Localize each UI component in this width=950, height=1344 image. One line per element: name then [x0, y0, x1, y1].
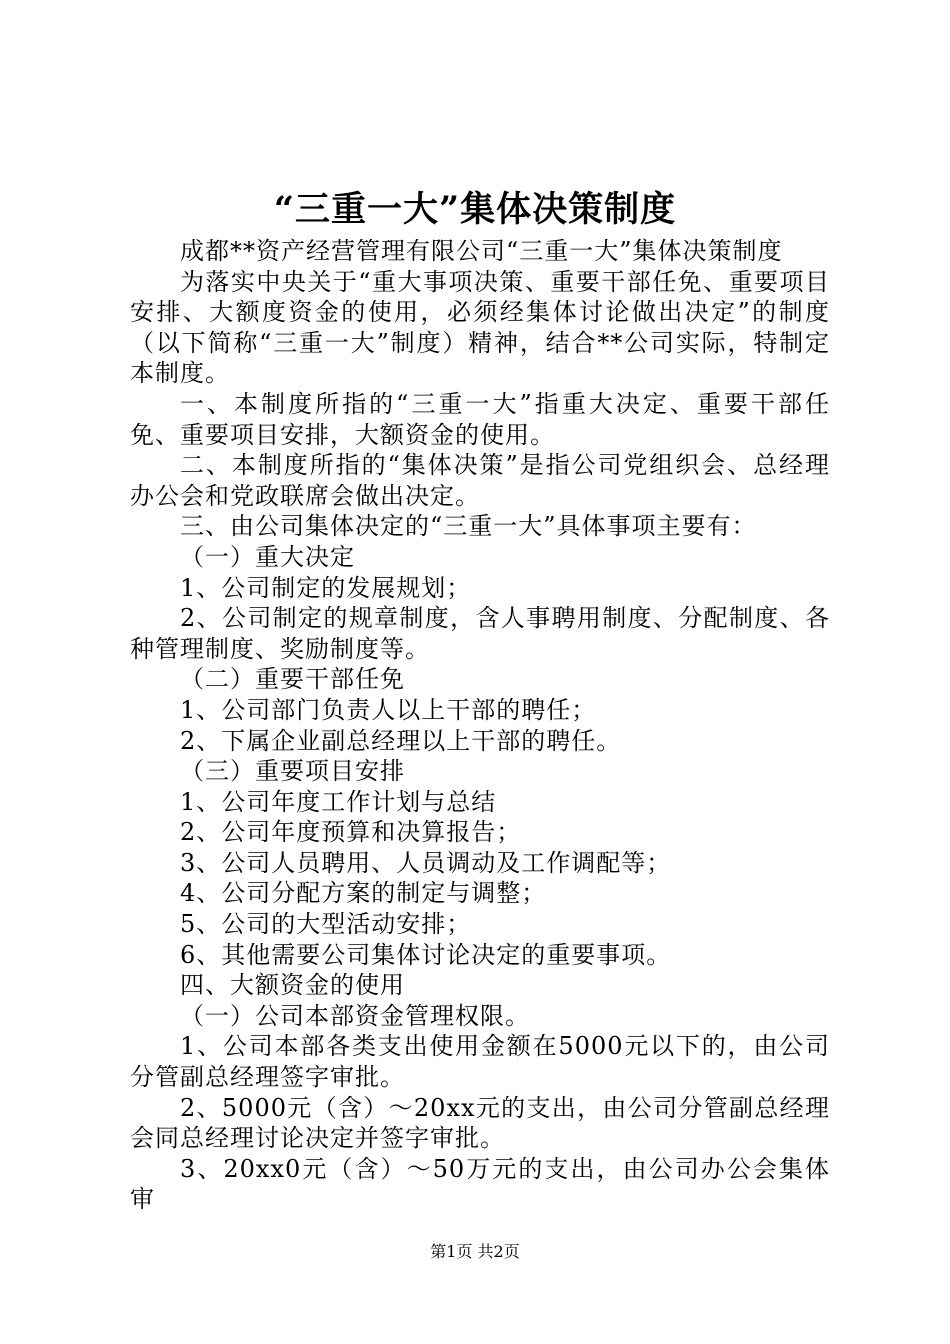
document-body: [130, 236, 830, 1215]
list-item: 2、公司制定的规章制度，含人事聘用制度、分配制度、各种管理制度、奖励制度等。: [130, 604, 830, 663]
paragraph-subsection-2: （二）重要干部任免: [180, 665, 405, 694]
list-item: 1、公司本部各类支出使用金额在5000元以下的，由公司分管副总经理签字审批。: [130, 1032, 830, 1092]
page-footer: 第1页 共2页: [430, 1242, 520, 1261]
document-title: “三重一大”集体决策制度: [273, 189, 677, 230]
list-item: 1、公司部门负责人以上干部的聘任；: [180, 695, 597, 724]
paragraph-subsection-3: （三）重要项目安排: [180, 757, 405, 786]
paragraph-subtitle: 成都**资产经营管理有限公司“三重一大”集体决策制度: [180, 237, 783, 265]
list-item: 2、5000元（含）～20xx元的支出，由公司分管副总经理会同总经理讨论决定并签字审批。: [130, 1093, 830, 1153]
list-item: 3、公司人员聘用、人员调动及工作调配等；: [180, 848, 672, 877]
paragraph-intro: 为落实中央关于“重大事项决策、重要干部任免、重要项目安排、大额度资金的使用，必须经集体讨论做出决定”的制度（以下简称“三重一大”制度）精神，结合**公司实际，特制定本制度。: [130, 267, 830, 388]
list-item: 3、20xx0元（含）～50万元的支出，由公司办公会集体审: [130, 1154, 830, 1214]
list-item: 1、公司制定的发展规划；: [180, 573, 472, 602]
list-item: 2、下属企业副总经理以上干部的聘任。: [180, 726, 622, 755]
paragraph-subsection-1: （一）重大决定: [180, 542, 355, 571]
list-item: 2、公司年度预算和决算报告；: [180, 818, 522, 847]
list-item: 5、公司的大型活动安排；: [180, 910, 472, 939]
list-item: 6、其他需要公司集体讨论决定的重要事项。: [180, 940, 672, 969]
paragraph-subsection-4-1: （一）公司本部资金管理权限。: [180, 1001, 530, 1030]
paragraph-section-1: 一、本制度所指的“三重一大”指重大决定、重要干部任免、重要项目安排，大额资金的使用。: [130, 389, 830, 449]
paragraph-section-2: 二、本制度所指的“集体决策”是指公司党组织会、总经理办公会和党政联席会做出决定。: [130, 451, 830, 510]
paragraph-section-4: 四、大额资金的使用: [180, 971, 405, 1000]
paragraph-section-3: 三、由公司集体决定的“三重一大”具体事项主要有：: [180, 512, 757, 541]
list-item: 4、公司分配方案的制定与调整；: [180, 879, 547, 908]
list-item: 1、公司年度工作计划与总结: [180, 787, 497, 816]
